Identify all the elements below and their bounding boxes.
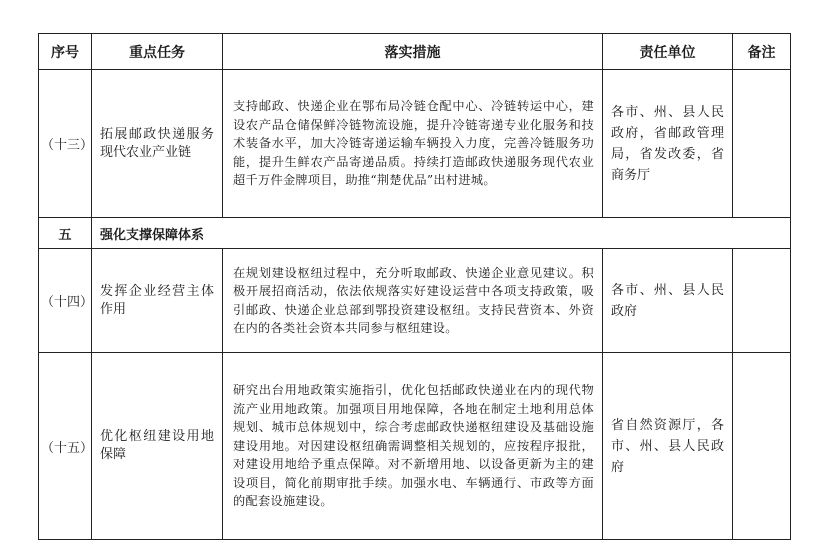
section-no: 五 (39, 218, 92, 249)
header-unit: 责任单位 (603, 34, 733, 70)
section-title: 强化支撑保障体系 (92, 218, 791, 249)
row-measure: 在规划建设枢纽过程中，充分听取邮政、快递企业意见建议。积极开展招商活动，依法依规落实好建设运营中各项支持政策，吸引邮政、快递企业总部到鄂投资建设枢纽。支持民营资本、外资在内的各类社会资本共同参与枢纽建设。 (223, 249, 603, 353)
row-no: （十四） (39, 249, 92, 353)
row-note (733, 70, 791, 218)
header-row (39, 34, 791, 70)
row-unit: 各市、州、县人民政府，省邮政管理局，省发改委，省商务厅 (603, 70, 733, 218)
task-table (38, 33, 791, 540)
row-note (733, 249, 791, 353)
table-row (39, 353, 791, 540)
row-no: （十五） (39, 353, 92, 540)
row-task: 发挥企业经营主体作用 (92, 249, 223, 353)
section-row (39, 218, 791, 249)
row-unit: 省自然资源厅，各市、州、县人民政府 (603, 353, 733, 540)
table-row (39, 70, 791, 218)
header-measure: 落实措施 (223, 34, 603, 70)
row-no: （十三） (39, 70, 92, 218)
table-row (39, 249, 791, 353)
header-note: 备注 (733, 34, 791, 70)
row-measure: 支持邮政、快递企业在鄂布局冷链仓配中心、冷链转运中心，建设农产品仓储保鲜冷链物流设施，提升冷链寄递专业化服务和技术装备水平，加大冷链寄递运输车辆投入力度，完善冷链服务功能，提升生鲜农产品寄递品质。持续打造邮政快递服务现代农业超千万件金牌项目，助推“荆楚优品”出村进城。 (223, 70, 603, 218)
row-unit: 各市、州、县人民政府 (603, 249, 733, 353)
row-task: 拓展邮政快递服务现代农业产业链 (92, 70, 223, 218)
row-task: 优化枢纽建设用地保障 (92, 353, 223, 540)
row-measure: 研究出台用地政策实施指引，优化包括邮政快递业在内的现代物流产业用地政策。加强项目用地保障，各地在制定土地利用总体规划、城市总体规划中，综合考虑邮政快递枢纽建设及基础设施建设用地。对因建设枢纽确需调整相关规划的，应按程序报批，对建设用地给予重点保障。对不新增用地、以设备更新为主的建设项目，简化前期审批手续。加强水电、车辆通行、市政等方面的配套设施建设。 (223, 353, 603, 540)
header-task: 重点任务 (92, 34, 223, 70)
row-note (733, 353, 791, 540)
header-no: 序号 (39, 34, 92, 70)
